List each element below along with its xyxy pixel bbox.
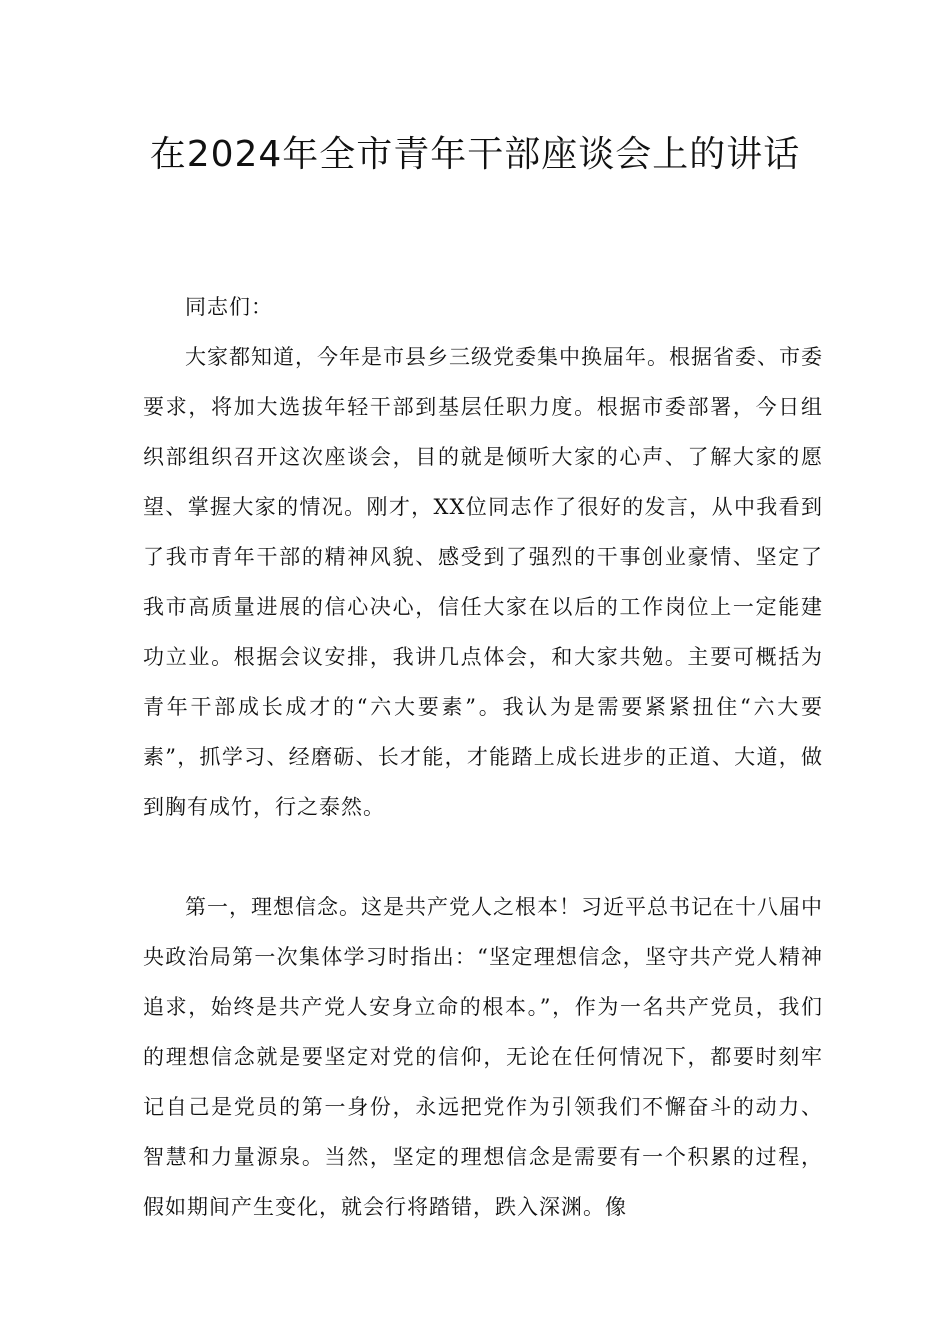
paragraph-2: 第一，理想信念。这是共产党人之根本！习近平总书记在十八届中央政治局第一次集体学习时指出：“坚定理想信念，坚守共产党人精神追求，始终是共产党人安身立命的根本。”，作为一名共产党员，我们的理想信念就是要坚定对党的信仰，无论在任何情况下，都要时刻牢记自己是党员的第一身份，永远把党作为引领我们不懈奋斗的动力、智慧和力量源泉。当然，坚定的理想信念是需要有一个积累的过程，假如期间产生变化，就会行将踏错，跌入深渊。像 xyxy=(143,895,823,1219)
salutation: 同志们： xyxy=(185,295,273,319)
paragraph-1: 大家都知道，今年是市县乡三级党委集中换届年。根据省委、市委要求，将加大选拔年轻干部到基层任职力度。根据市委部署，今日组织部组织召开这次座谈会，目的就是倾听大家的心声、了解大家的愿望、掌握大家的情况。刚才，XX位同志作了很好的发言，从中我看到了我市青年干部的精神风貌、感受到了强烈的干事创业豪情、坚定了我市高质量进展的信心决心，信任大家在以后的工作岗位上一定能建功立业。根据会议安排，我讲几点体会，和大家共勉。主要可概括为青年干部成长成才的“六大要素”。我认为是需要紧紧扭住“六大要素”，抓学习、经磨砺、长才能，才能踏上成长进步的正道、大道，做到胸有成竹，行之泰然。 xyxy=(143,345,823,819)
document-body xyxy=(143,282,823,1232)
document-title: 在2024年全市青年干部座谈会上的讲话 xyxy=(149,134,801,175)
